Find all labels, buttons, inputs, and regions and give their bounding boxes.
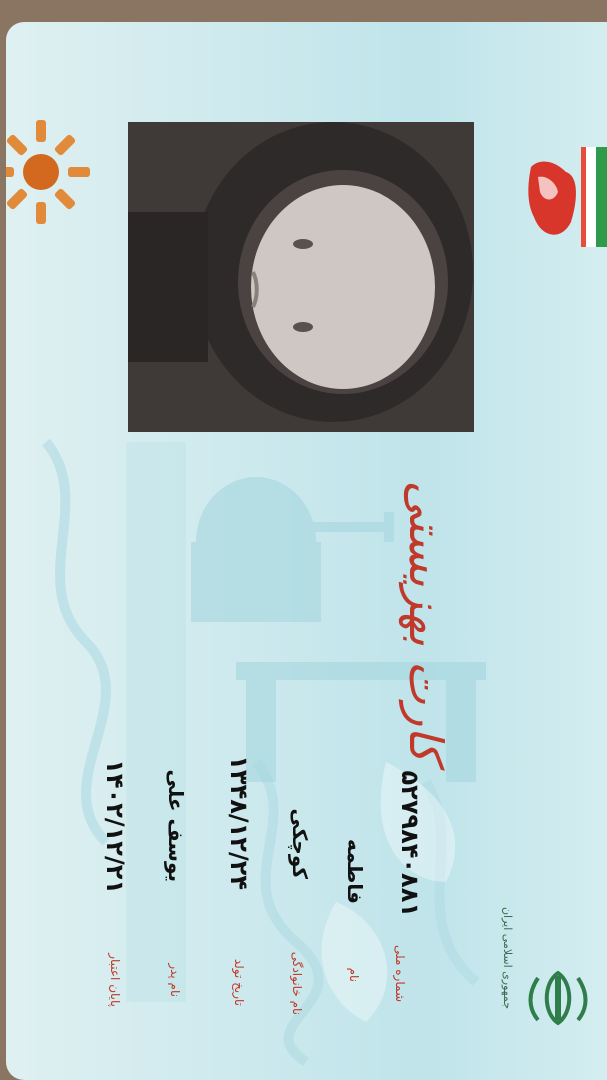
father-name-value: یوسف علی xyxy=(164,769,188,882)
last-name-label: نام خانوادگی xyxy=(290,951,304,1015)
expiry-label: پایان اعتبار xyxy=(108,953,122,1007)
father-name-label: نام پدر xyxy=(168,963,182,997)
portrait-photo xyxy=(128,122,474,432)
first-name-value: فاطمه xyxy=(343,839,367,904)
birth-date-label: تاریخ تولد xyxy=(232,958,246,1006)
expiry-value: ۱۴۰۲/۱۲/۲۱ xyxy=(101,759,129,894)
first-name-label: نام xyxy=(347,967,361,982)
iran-map-flag-icon xyxy=(526,147,607,252)
welfare-sun-logo-icon xyxy=(6,112,106,242)
id-card xyxy=(6,22,607,1080)
issuer-label: جمهوری اسلامی ایران xyxy=(501,906,514,1009)
card-title: کارت بهزیستی xyxy=(399,480,453,762)
iran-emblem-icon xyxy=(528,968,588,1028)
national-id-value: ۵۲۷۹۸۴۰۸۸۱ xyxy=(396,770,424,917)
birth-date-value: ۱۳۴۸/۱۲/۲۴ xyxy=(225,755,253,890)
last-name-value: کوچکی xyxy=(288,808,312,879)
national-id-label: شماره ملی xyxy=(393,945,407,1002)
